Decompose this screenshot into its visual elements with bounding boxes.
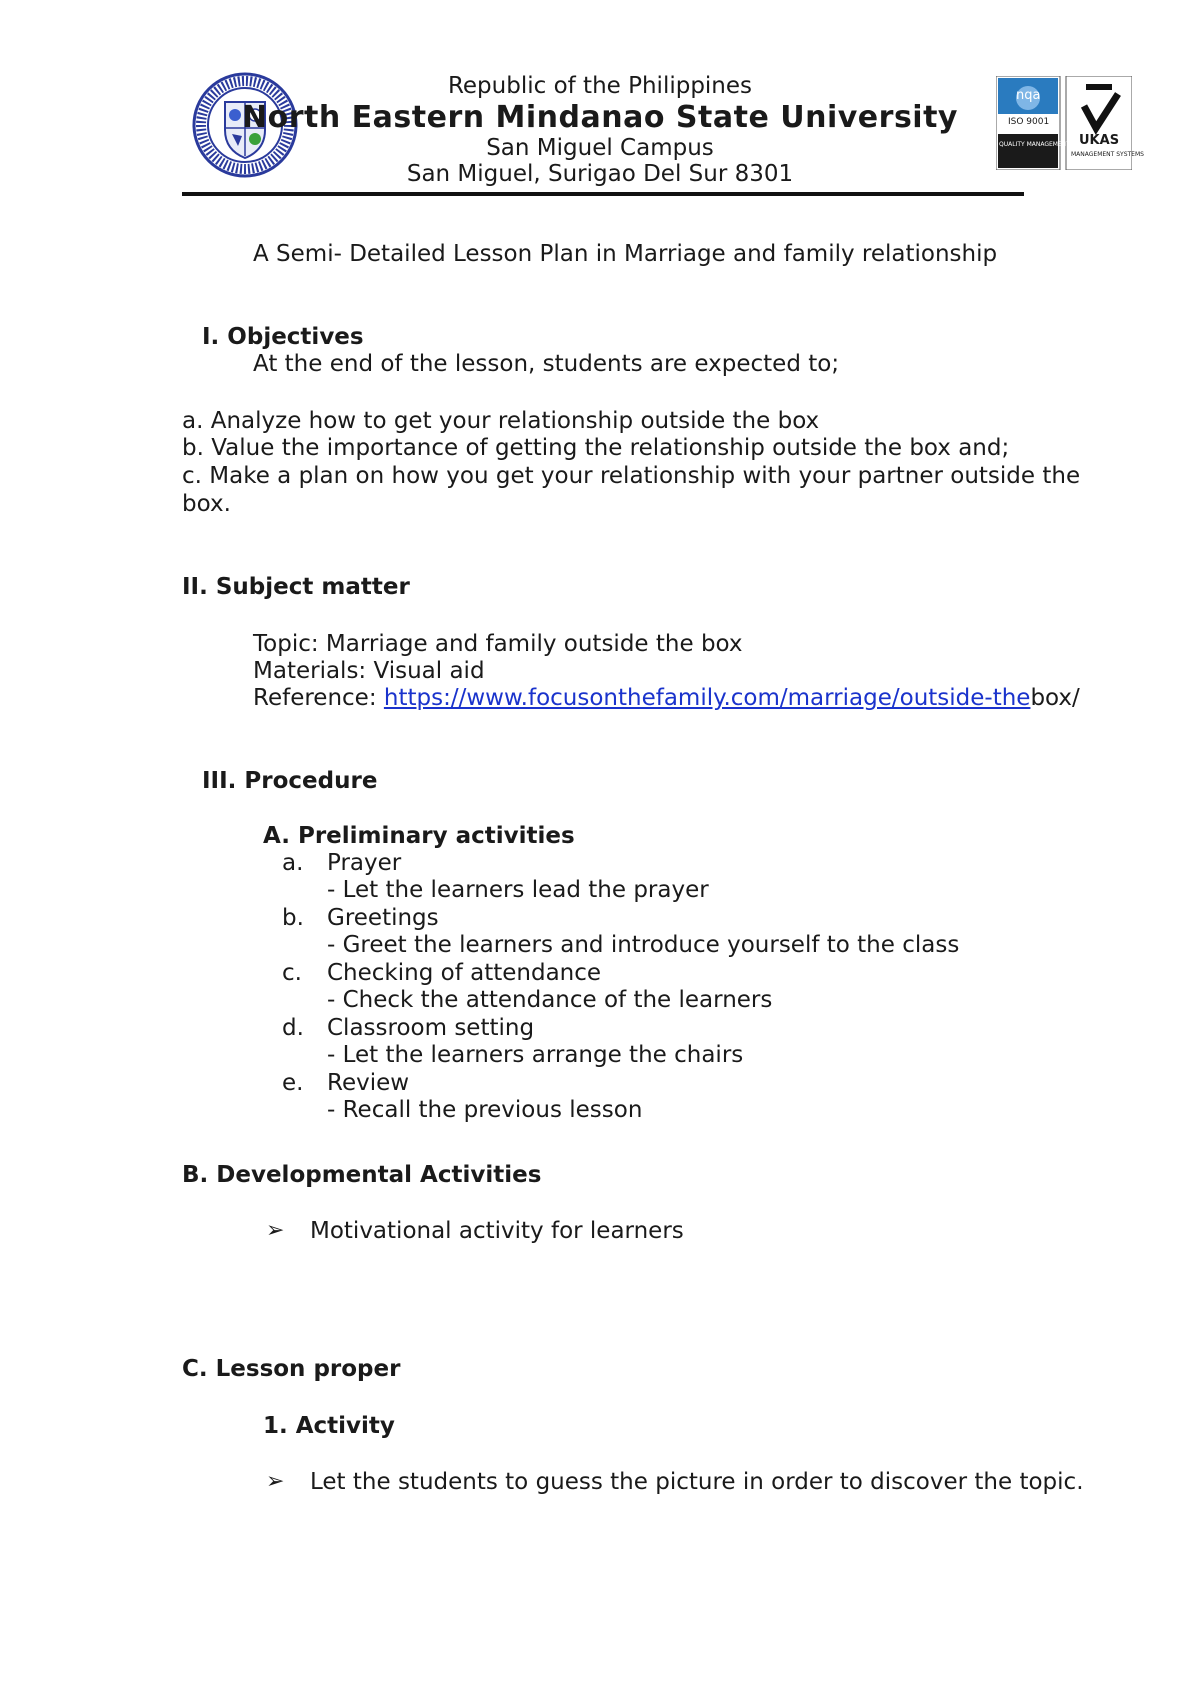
objectives-intro: At the end of the lesson, students are expected to; (253, 351, 840, 377)
cert-left-sub: QUALITY MANAGEMENT (999, 141, 1070, 148)
preliminary-letter-c: c. (282, 960, 302, 986)
header-republic: Republic of the Philippines (447, 73, 753, 99)
objective-c-cont: box. (182, 491, 231, 517)
arrow-bullet-icon: ➢ (266, 1218, 285, 1243)
preliminary-detail-e: - Recall the previous lesson (327, 1097, 643, 1123)
preliminary-detail-d: - Let the learners arrange the chairs (327, 1042, 744, 1068)
header-university-name: North Eastern Mindanao State University (242, 100, 958, 135)
preliminary-detail-b: - Greet the learners and introduce yourself to the class (327, 932, 960, 958)
reference-label: Reference: (253, 685, 384, 711)
objectives-heading: I. Objectives (202, 324, 364, 350)
objective-b: b. Value the importance of getting the relationship outside the box and; (182, 435, 1010, 461)
activity-heading: 1. Activity (263, 1413, 395, 1439)
objective-c: c. Make a plan on how you get your relationship with your partner outside the (182, 463, 1081, 489)
preliminary-label-d: Classroom setting (327, 1015, 535, 1041)
arrow-bullet-icon: ➢ (266, 1469, 285, 1494)
subject-topic: Topic: Marriage and family outside the box (253, 631, 743, 657)
cert-left-label: ISO 9001 (1008, 117, 1050, 127)
lesson-plan-title: A Semi- Detailed Lesson Plan in Marriage and family relationship (253, 241, 998, 267)
reference-link[interactable]: https://www.focusonthefamily.com/marriage/outside-the (383, 685, 1031, 711)
preliminary-letter-a: a. (282, 850, 304, 876)
developmental-bullet: Motivational activity for learners (310, 1218, 684, 1244)
subject-materials: Materials: Visual aid (253, 658, 485, 684)
cert-right-label: UKAS (1079, 133, 1120, 148)
preliminary-heading: A. Preliminary activities (263, 823, 575, 849)
header-address: San Miguel, Surigao Del Sur 8301 (406, 161, 794, 187)
header-campus: San Miguel Campus (486, 135, 714, 161)
preliminary-letter-d: d. (282, 1015, 304, 1041)
developmental-heading: B. Developmental Activities (182, 1162, 542, 1188)
cert-right-sub: MANAGEMENT SYSTEMS (1071, 151, 1144, 158)
subject-heading: II. Subject matter (182, 574, 410, 600)
objective-a: a. Analyze how to get your relationship outside the box (182, 408, 820, 434)
preliminary-label-e: Review (327, 1070, 410, 1096)
procedure-heading: III. Procedure (202, 768, 378, 794)
preliminary-letter-e: e. (282, 1070, 304, 1096)
preliminary-detail-a: - Let the learners lead the prayer (327, 877, 709, 903)
header-divider (182, 192, 1024, 196)
preliminary-label-c: Checking of attendance (327, 960, 602, 986)
activity-bullet: Let the students to guess the picture in order to discover the topic. (310, 1469, 1084, 1495)
preliminary-letter-b: b. (282, 905, 304, 931)
preliminary-label-b: Greetings (327, 905, 439, 931)
preliminary-label-a: Prayer (327, 850, 402, 876)
cert-left-brand: nqa (1016, 88, 1041, 103)
reference-tail: box/ (1030, 685, 1080, 711)
subject-reference (253, 684, 1080, 712)
preliminary-detail-c: - Check the attendance of the learners (327, 987, 773, 1013)
lesson-proper-heading: C. Lesson proper (182, 1356, 401, 1382)
